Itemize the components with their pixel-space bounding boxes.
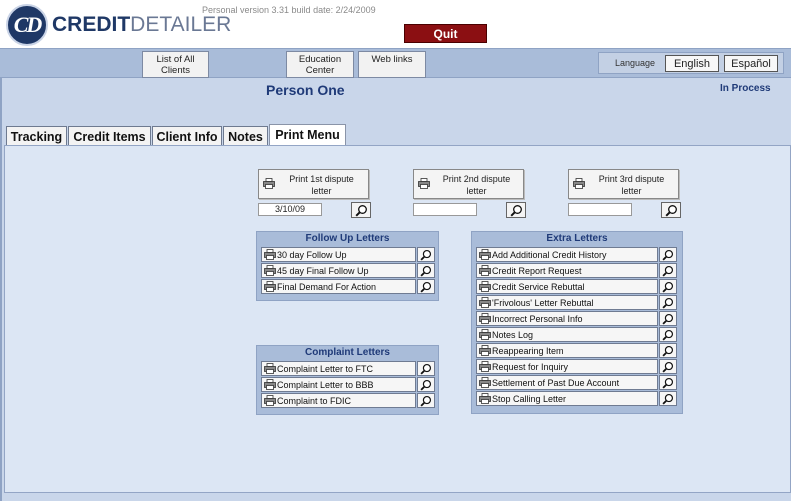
printer-icon: [573, 178, 585, 189]
list-all-clients-button[interactable]: [142, 51, 209, 78]
language-label: Language: [615, 58, 656, 68]
letter-label: Stop Calling Letter: [492, 393, 567, 404]
magnifier-icon: [665, 204, 678, 217]
letter-button-final-demand-for-action[interactable]: [261, 279, 416, 294]
nav-button-line2: Clients: [160, 65, 191, 76]
tab-tracking[interactable]: Tracking: [6, 126, 67, 146]
printer-icon: [264, 395, 276, 406]
preview-button-incorrect-personal-info[interactable]: [659, 311, 677, 326]
dispute-label-line1: Print 2nd dispute: [442, 174, 511, 184]
preview-button-complaint-letter-to-ftc[interactable]: [417, 361, 435, 376]
preview-button-complaint-letter-to-bbb[interactable]: [417, 377, 435, 392]
client-status: In Process: [720, 83, 771, 94]
letter-button-frivolous-letter-rebuttal[interactable]: [476, 295, 658, 310]
dispute-label-line2: letter: [466, 186, 487, 196]
preview-button-credit-report-request[interactable]: [659, 263, 677, 278]
nav-button-line1: Web links: [371, 54, 413, 65]
letter-button-30-day-follow-up[interactable]: [261, 247, 416, 262]
letter-button-complaint-letter-to-ftc[interactable]: [261, 361, 416, 376]
preview-button-final-demand-for-action[interactable]: [417, 279, 435, 294]
letter-label: Notes Log: [492, 329, 534, 340]
preview-button-reappearing-item[interactable]: [659, 343, 677, 358]
magnifier-icon: [662, 249, 674, 261]
letter-button-complaint-letter-to-bbb[interactable]: [261, 377, 416, 392]
preview-button-request-for-inquiry[interactable]: [659, 359, 677, 374]
dispute-label-line2: letter: [621, 186, 642, 196]
preview-button-credit-service-rebuttal[interactable]: [659, 279, 677, 294]
magnifier-icon: [662, 345, 674, 357]
letter-button-credit-service-rebuttal[interactable]: [476, 279, 658, 294]
magnifier-icon: [420, 379, 432, 391]
letter-label: 'Frivolous' Letter Rebuttal: [492, 297, 594, 308]
letter-label: Complaint to FDIC: [277, 395, 352, 406]
letter-label: Credit Service Rebuttal: [492, 281, 585, 292]
preview-button-30-day-follow-up[interactable]: [417, 247, 435, 262]
client-name: Person One: [266, 82, 345, 98]
main-area: [0, 78, 791, 501]
magnifier-icon: [662, 329, 674, 341]
preview-button-frivolous-letter-rebuttal[interactable]: [659, 295, 677, 310]
group-title: Complaint Letters: [304, 347, 390, 358]
version-info: Personal version 3.31 build date: 2/24/2009: [202, 5, 376, 15]
nav-bar: [0, 48, 791, 78]
printer-icon: [418, 178, 430, 189]
letter-label: Add Additional Credit History: [492, 249, 607, 260]
magnifier-icon: [662, 313, 674, 325]
nav-button-line1: Education: [298, 54, 342, 65]
print-menu-panel: [4, 145, 791, 493]
print-1st-dispute-button[interactable]: [258, 169, 369, 199]
magnifier-icon: [662, 265, 674, 277]
letter-label: 30 day Follow Up: [277, 249, 347, 260]
printer-icon: [264, 379, 276, 390]
tab-print-menu[interactable]: Print Menu: [269, 124, 346, 145]
letter-label: Final Demand For Action: [277, 281, 377, 292]
printer-icon: [264, 281, 276, 292]
group-title: Follow Up Letters: [305, 233, 390, 244]
dispute-label: [277, 173, 366, 197]
letter-button-notes-log[interactable]: [476, 327, 658, 342]
magnifier-icon: [510, 204, 523, 217]
letter-button-45-day-final-follow-up[interactable]: [261, 263, 416, 278]
magnifier-icon: [662, 281, 674, 293]
web-links-button[interactable]: [358, 51, 426, 78]
letter-label: 45 day Final Follow Up: [277, 265, 369, 276]
letter-button-request-for-inquiry[interactable]: [476, 359, 658, 374]
print-2nd-dispute-button[interactable]: [413, 169, 524, 199]
dispute-label-line1: Print 1st dispute: [289, 174, 354, 184]
logo-wordmark: [52, 13, 231, 37]
espanol-button[interactable]: Español: [724, 55, 778, 72]
printer-icon: [479, 297, 491, 308]
letter-label: Complaint Letter to FTC: [277, 363, 374, 374]
dispute-2-date-field[interactable]: [413, 203, 477, 216]
dispute-label: [432, 173, 521, 197]
letter-button-incorrect-personal-info[interactable]: [476, 311, 658, 326]
letter-label: Complaint Letter to BBB: [277, 379, 374, 390]
printer-icon: [479, 345, 491, 356]
logo-word-detailer: DETAILER: [130, 13, 232, 36]
magnifier-icon: [662, 297, 674, 309]
app-logo: [6, 4, 231, 46]
language-selector: [598, 52, 784, 74]
printer-icon: [479, 361, 491, 372]
preview-button-settlement-of-past-due-account[interactable]: [659, 375, 677, 390]
preview-button-45-day-final-follow-up[interactable]: [417, 263, 435, 278]
letter-button-reappearing-item[interactable]: [476, 343, 658, 358]
preview-1st-dispute-button[interactable]: [351, 202, 371, 218]
quit-button[interactable]: Quit: [404, 24, 487, 43]
nav-button-line1: List of All: [156, 54, 195, 65]
magnifier-icon: [662, 377, 674, 389]
printer-icon: [479, 393, 491, 404]
print-3rd-dispute-button[interactable]: [568, 169, 679, 199]
letter-label: Credit Report Request: [492, 265, 582, 276]
letter-button-add-additional-credit-history[interactable]: [476, 247, 658, 262]
education-center-button[interactable]: [286, 51, 354, 78]
dispute-1-date-field[interactable]: 3/10/09: [258, 203, 322, 216]
nav-button-line2: Center: [305, 65, 335, 76]
magnifier-icon: [355, 204, 368, 217]
magnifier-icon: [420, 363, 432, 375]
dispute-3-date-field[interactable]: [568, 203, 632, 216]
printer-icon: [264, 363, 276, 374]
printer-icon: [264, 265, 276, 276]
letter-button-stop-calling-letter[interactable]: [476, 391, 658, 406]
magnifier-icon: [420, 249, 432, 261]
letter-label: Reappearing Item: [492, 345, 564, 356]
dispute-label-line2: letter: [311, 186, 332, 196]
complaint-letters-group: [256, 345, 439, 415]
english-button[interactable]: English: [665, 55, 719, 72]
magnifier-icon: [662, 393, 674, 405]
letter-label: Settlement of Past Due Account: [492, 377, 620, 388]
dispute-label-line1: Print 3rd dispute: [598, 174, 665, 184]
tab-credit-items[interactable]: Credit Items: [68, 126, 151, 146]
magnifier-icon: [420, 281, 432, 293]
printer-icon: [479, 377, 491, 388]
preview-2nd-dispute-button[interactable]: [506, 202, 526, 218]
printer-icon: [479, 249, 491, 260]
printer-icon: [264, 249, 276, 260]
printer-icon: [479, 313, 491, 324]
preview-button-add-additional-credit-history[interactable]: [659, 247, 677, 262]
preview-button-stop-calling-letter[interactable]: [659, 391, 677, 406]
app-header: [0, 0, 791, 48]
preview-button-complaint-to-fdic[interactable]: [417, 393, 435, 408]
tab-client-info[interactable]: Client Info: [152, 126, 222, 146]
printer-icon: [263, 178, 275, 189]
preview-button-notes-log[interactable]: [659, 327, 677, 342]
logo-word-credit: CREDIT: [52, 13, 131, 36]
letter-button-complaint-to-fdic[interactable]: [261, 393, 416, 408]
magnifier-icon: [420, 265, 432, 277]
printer-icon: [479, 281, 491, 292]
tab-notes[interactable]: Notes: [223, 126, 268, 146]
group-title: Extra Letters: [546, 233, 608, 244]
letter-label: Request for Inquiry: [492, 361, 569, 372]
printer-icon: [479, 265, 491, 276]
magnifier-icon: [662, 361, 674, 373]
preview-3rd-dispute-button[interactable]: [661, 202, 681, 218]
letter-button-settlement-of-past-due-account[interactable]: [476, 375, 658, 390]
dispute-label: [587, 173, 676, 197]
magnifier-icon: [420, 395, 432, 407]
printer-icon: [479, 329, 491, 340]
extra-letters-group: [471, 231, 683, 414]
follow-up-letters-group: [256, 231, 439, 301]
letter-button-credit-report-request[interactable]: [476, 263, 658, 278]
letter-label: Incorrect Personal Info: [492, 313, 583, 324]
logo-emblem: CD: [6, 4, 48, 46]
